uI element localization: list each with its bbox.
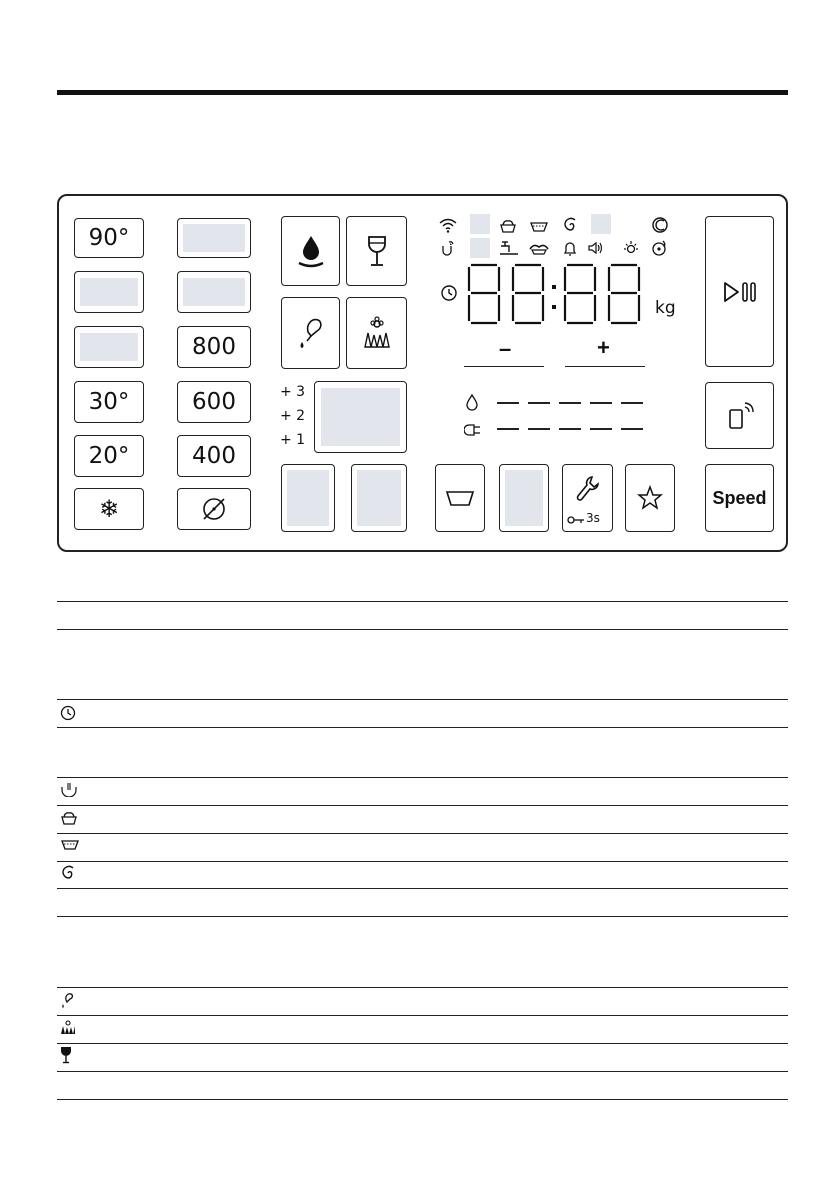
- energy-consumption-icon: [464, 421, 484, 443]
- remote-start-button[interactable]: [705, 382, 774, 449]
- drum-clean-icon: [651, 217, 669, 237]
- extra-level-button[interactable]: [314, 381, 407, 453]
- temp-20-button[interactable]: [74, 435, 144, 477]
- prewash-legend-icon: [60, 809, 78, 828]
- settings-lock-button[interactable]: [562, 464, 613, 532]
- table-rule-2: [57, 629, 788, 630]
- minus-button-label[interactable]: –: [499, 336, 512, 361]
- spin-legend-icon: [60, 865, 76, 884]
- snowflake-icon: ❄: [98, 495, 120, 523]
- grass-flower-icon: [362, 315, 392, 351]
- water-bar-2: [528, 402, 550, 404]
- option-blank-button-2[interactable]: [351, 464, 407, 532]
- minus-underline: [464, 366, 544, 367]
- key-icon: [567, 515, 585, 525]
- laundry-load-icon: [528, 241, 550, 259]
- control-panel: [57, 194, 788, 552]
- energy-bar-1: [497, 428, 519, 430]
- energy-bar-4: [590, 428, 612, 430]
- indicator-blank-1: [470, 214, 490, 234]
- temp-30-button[interactable]: [74, 381, 144, 423]
- stain-legend-icon: [60, 991, 76, 1012]
- extra-level-1: + 1: [280, 432, 306, 448]
- spin-600-button[interactable]: [177, 381, 251, 423]
- stain-button[interactable]: [281, 297, 340, 369]
- program-status-legend-icon: [60, 781, 78, 800]
- temp-blank-button-2[interactable]: [74, 326, 144, 368]
- no-spin-button[interactable]: [177, 488, 251, 530]
- indicator-blank-2: [591, 214, 611, 234]
- rinse-indicator-icon: [529, 220, 549, 237]
- table-rule-10: [57, 916, 788, 917]
- spin-800-button[interactable]: [177, 326, 251, 368]
- prewash-button[interactable]: [435, 464, 485, 532]
- water-bar-4: [590, 402, 612, 404]
- energy-bar-3: [559, 428, 581, 430]
- water-drop-icon: [296, 233, 326, 269]
- cold-wash-button[interactable]: [74, 488, 144, 530]
- play-pause-icon: [722, 280, 758, 304]
- energy-bar-2: [528, 428, 550, 430]
- no-spin-icon: [200, 495, 228, 523]
- water-consumption-icon: [464, 393, 480, 415]
- intensive-water-button[interactable]: [281, 216, 340, 286]
- table-rule-13: [57, 1043, 788, 1044]
- temp-blank-button-1[interactable]: [74, 271, 144, 313]
- indicator-blank-3: [470, 238, 490, 258]
- phone-remote-icon: [726, 401, 754, 431]
- spin-blank-button-2[interactable]: [177, 271, 251, 313]
- table-rule-1: [57, 601, 788, 602]
- plus-underline: [565, 366, 645, 367]
- bell-icon: [563, 240, 577, 260]
- water-tap-icon: [499, 240, 519, 260]
- temp-90-button[interactable]: [74, 218, 144, 258]
- spin-800-label: 800: [192, 334, 236, 360]
- water-bar-1: [497, 402, 519, 404]
- table-rule-6: [57, 805, 788, 806]
- speed-button[interactable]: [705, 464, 774, 532]
- energy-bar-5: [621, 428, 643, 430]
- table-rule-4: [57, 727, 788, 728]
- extra-level-2: + 2: [280, 408, 306, 424]
- table-rule-12: [57, 1015, 788, 1016]
- spin-400-label: 400: [192, 443, 236, 469]
- wifi-icon: [439, 217, 457, 237]
- table-rule-11: [57, 987, 788, 988]
- delicates-legend-icon: [60, 1046, 72, 1067]
- temp-20-label: 20°: [88, 443, 130, 469]
- extra-level-3: + 3: [280, 384, 306, 400]
- i-dos-icon: [651, 240, 669, 260]
- temp-30-label: 30°: [88, 389, 130, 415]
- header-rule: [57, 90, 788, 95]
- spin-400-button[interactable]: [177, 435, 251, 477]
- star-icon: [637, 485, 663, 511]
- wrench-icon: [574, 474, 600, 504]
- speed-button-label: Speed: [712, 487, 767, 508]
- water-bar-5: [621, 402, 643, 404]
- volume-icon: [587, 240, 605, 260]
- prewash-indicator-icon: [499, 217, 517, 237]
- water-bar-3: [559, 402, 581, 404]
- table-rule-15: [57, 1099, 788, 1100]
- delicates-button[interactable]: [346, 216, 407, 286]
- spin-600-label: 600: [192, 389, 236, 415]
- plus-button-label[interactable]: +: [597, 335, 610, 360]
- table-rule-3: [57, 699, 788, 700]
- table-rule-9: [57, 888, 788, 889]
- wine-glass-icon: [366, 234, 388, 268]
- temp-90-label: 90°: [88, 225, 130, 251]
- key-lock-hold-label: 3s: [586, 511, 600, 525]
- table-rule-14: [57, 1071, 788, 1072]
- favourite-button[interactable]: [625, 464, 675, 532]
- clock-legend-icon: [60, 705, 76, 724]
- drum-light-icon: [622, 240, 640, 260]
- time-display: [463, 262, 645, 326]
- spin-indicator-icon: [562, 217, 578, 237]
- remote-start-icon: [440, 240, 456, 260]
- option-blank-button-1[interactable]: [281, 464, 335, 532]
- wash-tub-icon: [445, 488, 475, 508]
- table-rule-8: [57, 861, 788, 862]
- rinse-legend-icon: [60, 839, 80, 854]
- spin-blank-button-1[interactable]: [177, 218, 251, 258]
- table-rule-5: [57, 777, 788, 778]
- table-rule-7: [57, 833, 788, 834]
- stain-brush-icon: [296, 314, 326, 352]
- start-pause-button[interactable]: [705, 216, 774, 367]
- option-blank-button-3[interactable]: [499, 464, 549, 532]
- unit-kg-label: kg: [655, 298, 676, 318]
- outdoor-legend-icon: [60, 1019, 76, 1038]
- clock-icon: [440, 284, 458, 306]
- outdoor-button[interactable]: [346, 297, 407, 369]
